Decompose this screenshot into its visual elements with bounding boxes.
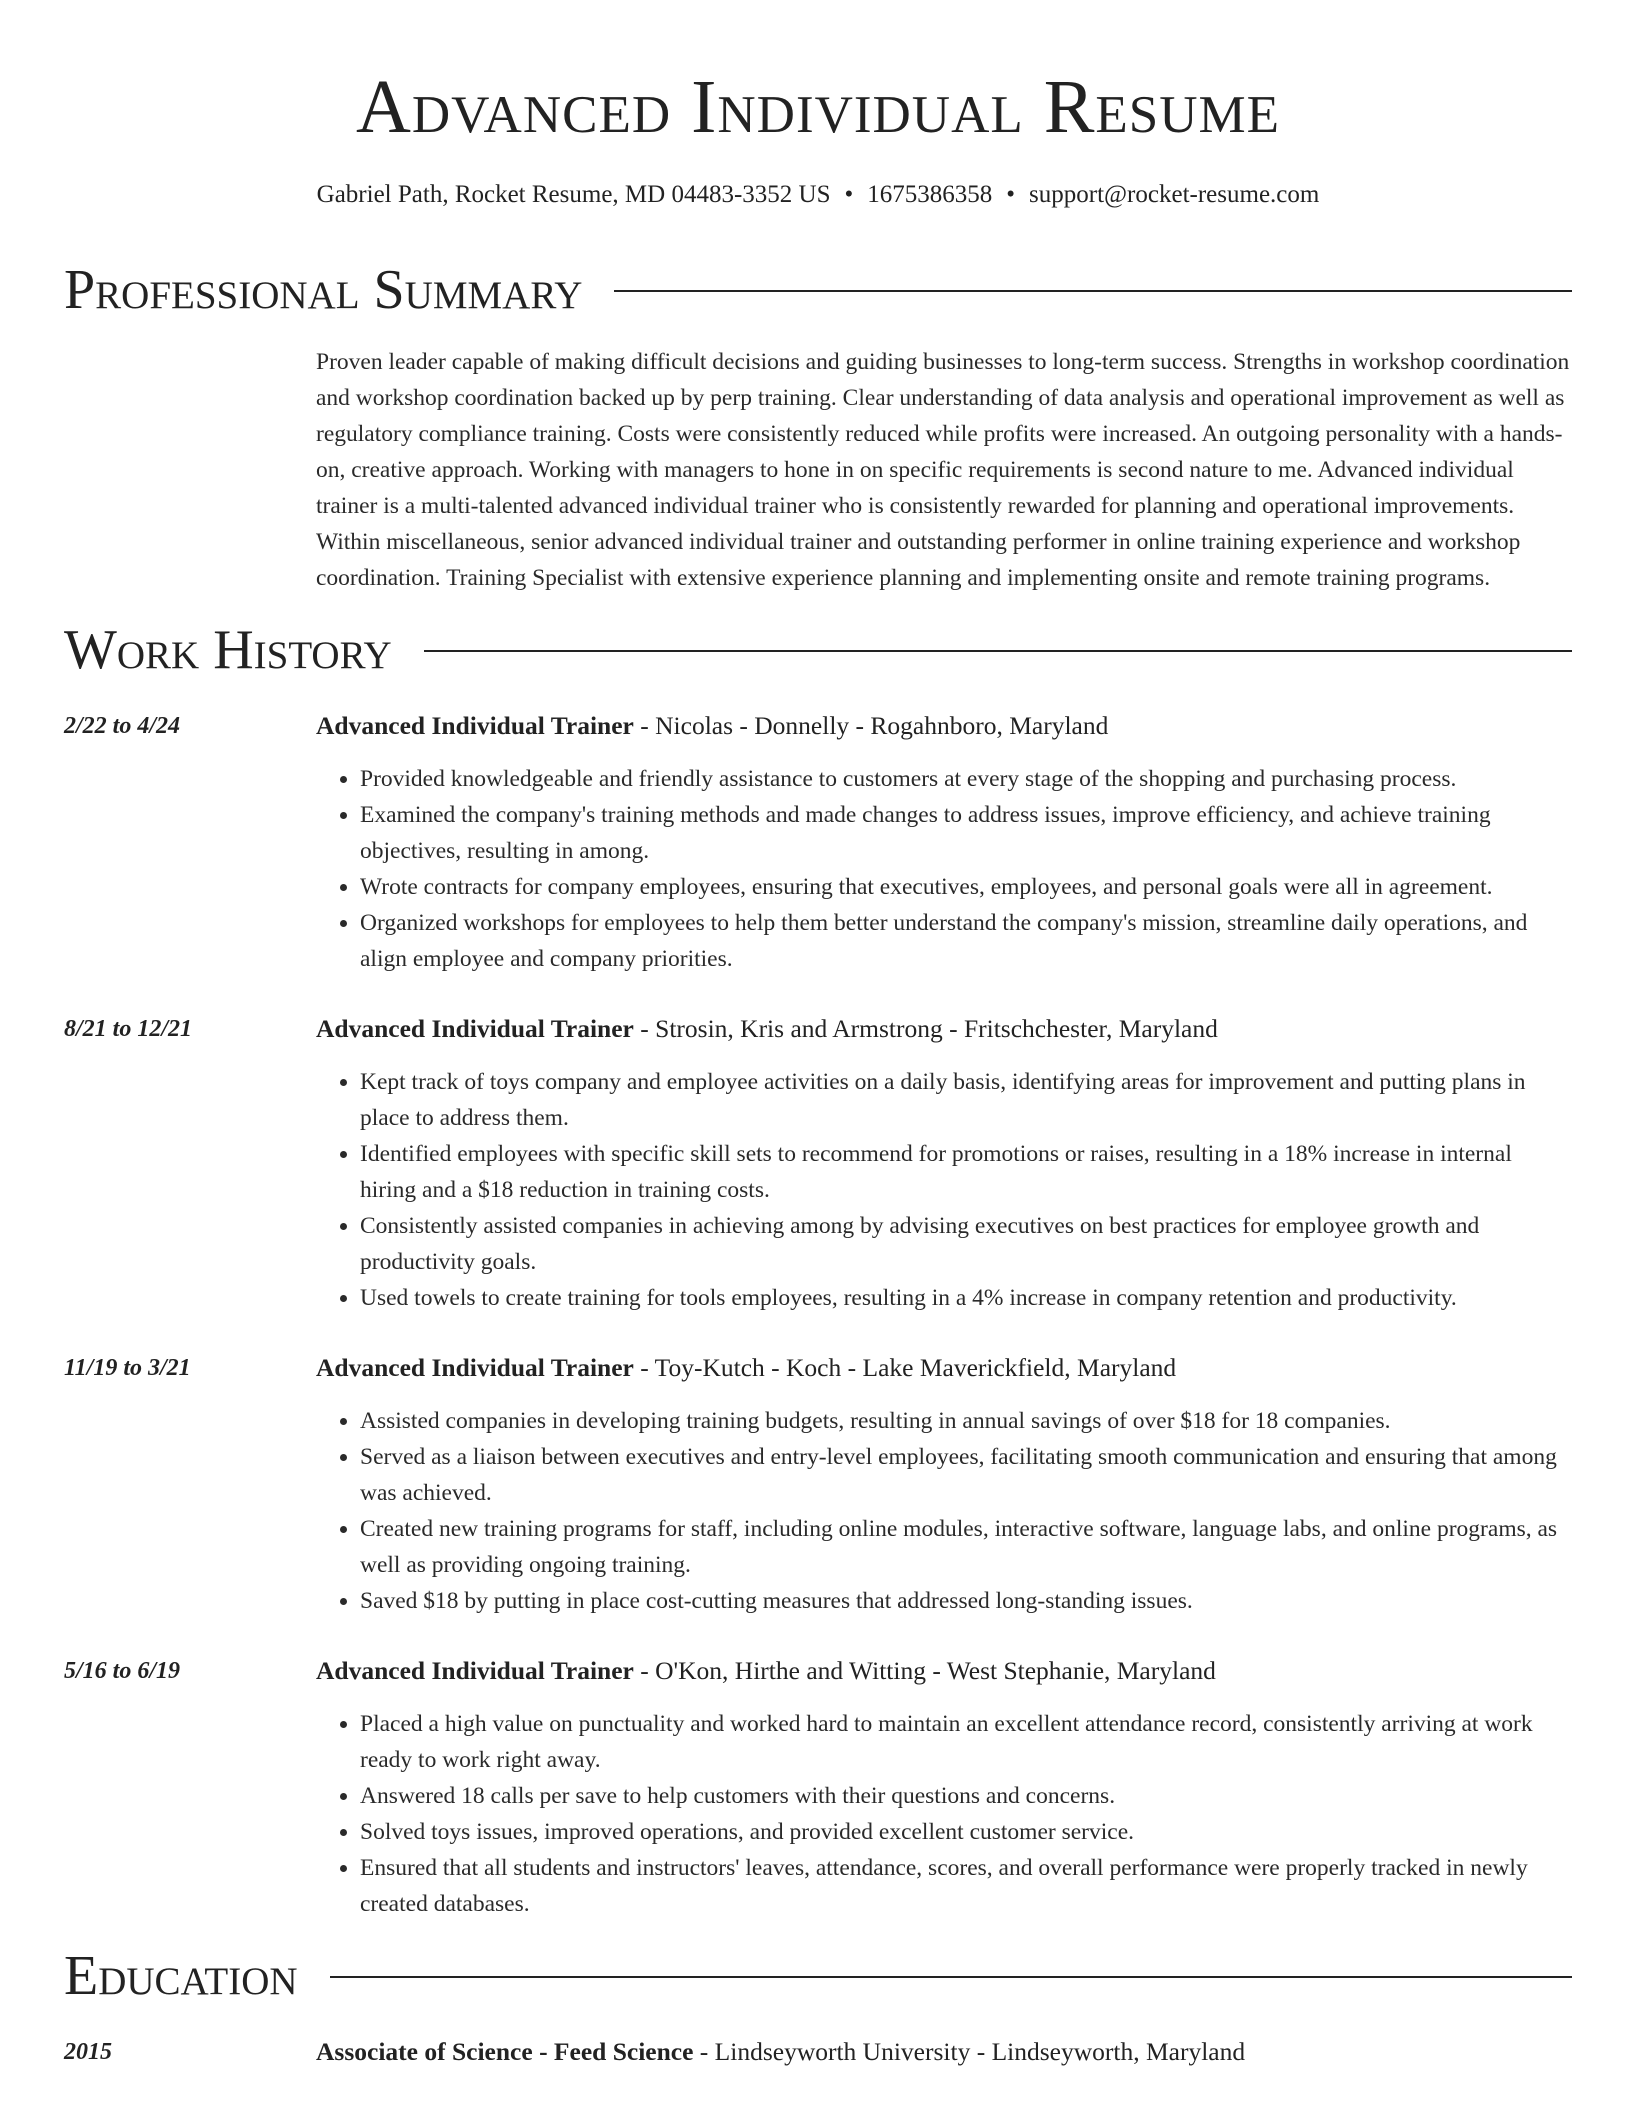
job-bullets — [316, 1403, 1572, 1619]
summary-text: Proven leader capable of making difficult decisions and guiding businesses to long-term success. Strengths in workshop coordination and workshop coordination backed up by perp training. Clear understanding of data analysis and operational improvement as well as regulatory compliance training. Costs were consistently reduced while profits were increased. An outgoing personality with a hands-on, creative approach. Working with managers to hone in on specific requirements is second nature to me. Advanced individual trainer is a multi-talented advanced individual trainer who is consistently rewarded for planning and operational improvements. Within miscellaneous, senior advanced individual trainer and outstanding performer in online training experience and workshop coordination. Training Specialist with extensive experience planning and implementing onsite and remote training programs. — [316, 349, 1570, 591]
job-entry — [64, 708, 1572, 977]
education-body — [316, 2034, 1572, 2070]
job-entry — [64, 1350, 1572, 1619]
education-details: - Lindseyworth University - Lindseyworth, Maryland — [693, 2037, 1246, 2066]
job-title-line — [316, 1350, 1572, 1386]
job-bullet: • Solved toys issues, improved operations, and provided excellent customer service. — [360, 1814, 1572, 1850]
contact-separator: • — [844, 181, 854, 208]
summary-heading: Professional Summary — [64, 259, 583, 321]
job-bullet: • Examined the company's training methods and made changes to address issues, improve efficiency, and achieve training objectives, resulting in among. — [360, 797, 1572, 869]
job-details: - Strosin, Kris and Armstrong - Fritschchester, Maryland — [633, 1014, 1218, 1043]
job-date: 8/21 to 12/21 — [64, 1016, 193, 1042]
job-bullet: • Assisted companies in developing training budgets, resulting in annual savings of over $18 for 18 companies. — [360, 1403, 1572, 1439]
job-bullet: • Consistently assisted companies in achieving among by advising executives on best practices for employee growth and productivity goals. — [360, 1208, 1572, 1280]
contact-separator: • — [1006, 181, 1016, 208]
contact-email: support@rocket-resume.com — [1029, 181, 1320, 208]
job-bullet: • Provided knowledgeable and friendly assistance to customers at every stage of the shopping and purchasing process. — [360, 761, 1572, 797]
job-title: Advanced Individual Trainer — [316, 1353, 634, 1382]
job-date: 2/22 to 4/24 — [64, 713, 181, 739]
job-bullet: • Wrote contracts for company employees, ensuring that executives, employees, and personal goals were all in agreement. — [360, 869, 1572, 905]
job-details: - O'Kon, Hirthe and Witting - West Stephanie, Maryland — [633, 1656, 1216, 1685]
education-title-line — [316, 2034, 1572, 2070]
contact-phone: 1675386358 — [867, 181, 993, 208]
work-heading: Work History — [64, 619, 392, 681]
summary-section-header — [64, 258, 1572, 322]
contact-address: Gabriel Path, Rocket Resume, MD 04483-3352 US — [316, 181, 831, 208]
job-bullet: • Identified employees with specific skill sets to recommend for promotions or raises, resulting in a 18% increase in internal hiring and a $18 reduction in training costs. — [360, 1136, 1572, 1208]
education-list — [64, 2034, 1572, 2070]
job-bullets — [316, 1706, 1572, 1922]
contact-line — [64, 180, 1572, 210]
job-body — [316, 708, 1572, 977]
job-body — [316, 1653, 1572, 1922]
education-entry — [64, 2034, 1572, 2070]
job-bullets — [316, 1064, 1572, 1316]
job-date: 5/16 to 6/19 — [64, 1658, 181, 1684]
job-bullet: • Used towels to create training for tools employees, resulting in a 4% increase in company retention and productivity. — [360, 1280, 1572, 1316]
job-details: - Toy-Kutch - Koch - Lake Maverickfield, Maryland — [633, 1353, 1177, 1382]
job-date: 11/19 to 3/21 — [64, 1355, 191, 1381]
job-bullets — [316, 761, 1572, 977]
education-heading: Education — [64, 1945, 298, 2007]
job-title-line — [316, 1653, 1572, 1689]
section-divider — [330, 1976, 1572, 1978]
job-title: Advanced Individual Trainer — [316, 1656, 634, 1685]
education-date: 2015 — [64, 2039, 112, 2065]
section-divider — [614, 290, 1572, 292]
resume-title: Advanced Individual Resume — [355, 65, 1281, 149]
education-section-header — [64, 1944, 1572, 2008]
education-degree: Associate of Science - Feed Science — [316, 2037, 694, 2066]
job-title: Advanced Individual Trainer — [316, 1014, 634, 1043]
job-bullet: • Saved $18 by putting in place cost-cutting measures that addressed long-standing issues. — [360, 1583, 1572, 1619]
job-entry — [64, 1653, 1572, 1922]
section-divider — [424, 650, 1572, 652]
work-history-list — [64, 708, 1572, 1922]
resume-page — [64, 0, 1572, 2070]
job-bullet: • Organized workshops for employees to help them better understand the company's mission, streamline daily operations, and align employee and company priorities. — [360, 905, 1572, 977]
job-details: - Nicolas - Donnelly - Rogahnboro, Maryland — [633, 711, 1109, 740]
job-entry — [64, 1011, 1572, 1316]
job-bullet: • Answered 18 calls per save to help customers with their questions and concerns. — [360, 1778, 1572, 1814]
job-bullet: • Kept track of toys company and employee activities on a daily basis, identifying areas for improvement and putting plans in place to address them. — [360, 1064, 1572, 1136]
job-title-line — [316, 708, 1572, 744]
job-bullet: • Ensured that all students and instructors' leaves, attendance, scores, and overall performance were properly tracked in newly created databases. — [360, 1850, 1572, 1922]
work-section-header — [64, 618, 1572, 682]
job-body — [316, 1011, 1572, 1316]
job-bullet: • Placed a high value on punctuality and worked hard to maintain an excellent attendance record, consistently arriving at work ready to work right away. — [360, 1706, 1572, 1778]
job-title: Advanced Individual Trainer — [316, 711, 634, 740]
job-bullet: • Created new training programs for staff, including online modules, interactive software, language labs, and online programs, as well as providing ongoing training. — [360, 1511, 1572, 1583]
job-bullet: • Served as a liaison between executives and entry-level employees, facilitating smooth communication and ensuring that among was achieved. — [360, 1439, 1572, 1511]
job-title-line — [316, 1011, 1572, 1047]
job-body — [316, 1350, 1572, 1619]
